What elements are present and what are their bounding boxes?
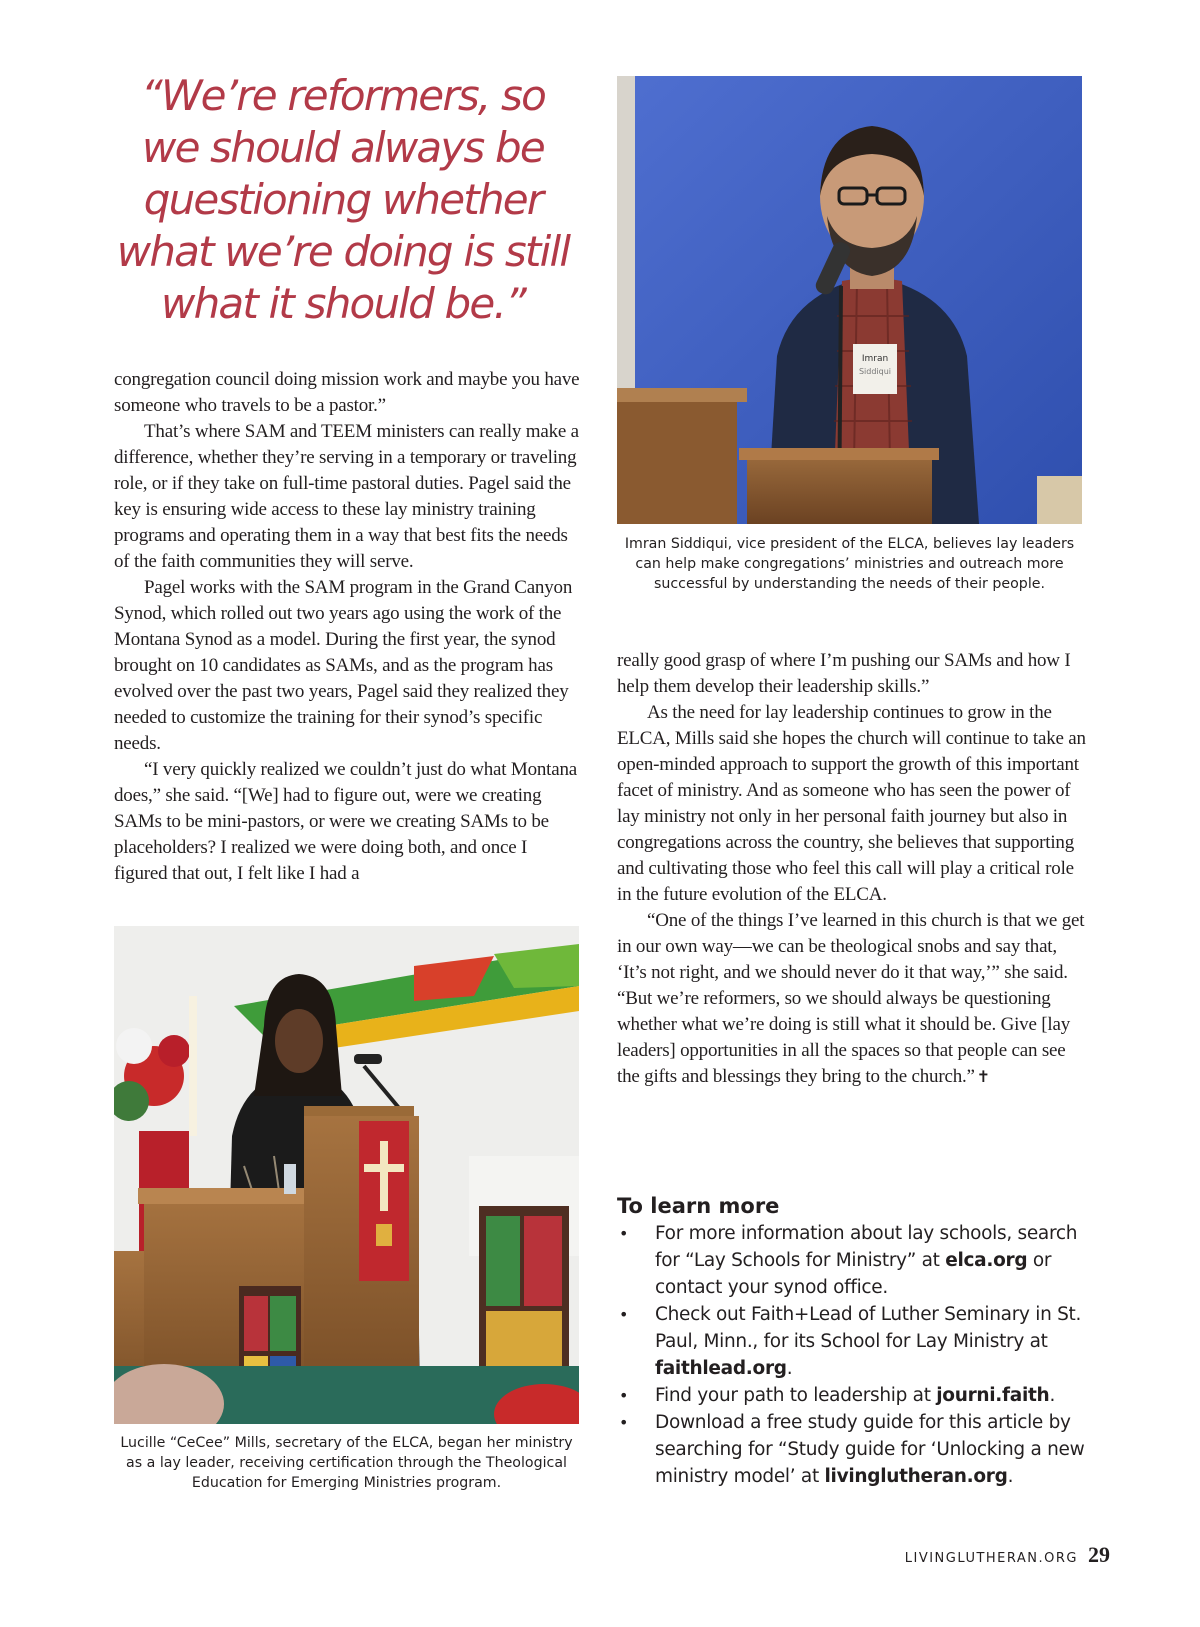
list-item-text: For more information about lay schools, search for “Lay Schools for Ministry” at	[655, 1223, 1078, 1271]
list-item-text: or contact your synod office.	[655, 1250, 1052, 1298]
photo-caption-bottom: Lucille “CeCee” Mills, secretary of the ELCA, began her ministry as a lay leader, receiving certification through the Theological Education for Emerging Ministries program.	[120, 1435, 573, 1491]
list-item	[617, 1220, 1087, 1301]
list-item-text: .	[1007, 1466, 1014, 1487]
bullet-icon: •	[619, 1386, 629, 1405]
paragraph-text: “One of the things I’ve learned in this church is that we get in our own way—we can be theological snobs and say that, ‘It’s not right, and we should never do it that way,’” she said. “But we’re reformers, so we should always be questioning whether what we’re doing is still what it should be. Give [lay leaders] opportunities in all the spaces so that people can see the gifts and blessings they bring to the church.”	[617, 910, 1085, 1087]
list-item	[617, 1301, 1087, 1382]
learn-more-section	[617, 1194, 1087, 1490]
paragraph: “I very quickly realized we couldn’t just do what Montana does,” she said. “[We] had to figure out, were we creating SAMs to be mini-pastors, or were we creating SAMs to be placeholders? I realized we were doing both, and once I figured that out, I felt like I had a	[114, 759, 578, 884]
bullet-icon: •	[619, 1413, 629, 1432]
paragraph	[617, 908, 1087, 1090]
list-item	[617, 1409, 1087, 1490]
footer-site: LIVINGLUTHERAN.ORG	[904, 1551, 1078, 1566]
name-tag-last: Siddiqui	[858, 367, 892, 376]
list-item-text: Download a free study guide for this article by searching for “Study guide for ‘Unlocking a new ministry model’ at	[655, 1412, 1085, 1487]
paragraph: As the need for lay leadership continues to grow in the ELCA, Mills said she hopes the church will continue to take an open-minded approach to support the growth of this important facet of ministry. And as someone who has seen the power of lay ministry not only in her personal faith journey but also in congregations across the country, she believes that supporting and cultivating those who feel this call will play a critical role in the future evolution of the ELCA.	[617, 702, 1086, 905]
bullet-icon: •	[619, 1305, 629, 1324]
paragraph: That’s where SAM and TEEM ministers can really make a difference, whether they’re serving in a temporary or traveling role, or if they take on full-time pastoral duties. Pagel said the key is ensuring wide access to these lay ministry training programs and operating them in a way that best fits the needs of the faith communities they will serve.	[114, 421, 579, 572]
article-column-left	[114, 367, 584, 887]
link-livinglutheran-org[interactable]: livinglutheran.org	[824, 1466, 1008, 1487]
link-faithlead-org[interactable]: faithlead.org	[655, 1358, 787, 1379]
list-item-text: .	[786, 1358, 793, 1379]
photo-caption-top: Imran Siddiqui, vice president of the ELCA, believes lay leaders can help make congregations’ ministries and outreach more successful by understanding the needs of their people.	[624, 536, 1075, 592]
paragraph: congregation council doing mission work and maybe you have someone who travels to be a pastor.”	[114, 369, 580, 416]
page-number: 29	[1088, 1542, 1110, 1567]
paragraph: really good grasp of where I’m pushing our SAMs and how I help them develop their leadership skills.”	[617, 650, 1071, 697]
photo-lucille-mills	[114, 926, 579, 1424]
name-tag-first: Imran	[861, 354, 889, 364]
paragraph: Pagel works with the SAM program in the Grand Canyon Synod, which rolled out two years ago using the work of the Montana Synod as a model. During the first year, the synod brought on 10 candidates as SAMs, and as the program has evolved over the past two years, Pagel said they realized they needed to customize the training for their synod’s specific needs.	[114, 577, 573, 754]
learn-more-heading: To learn more	[617, 1194, 780, 1218]
photo-illustration	[617, 76, 1082, 524]
end-mark-icon: ✝	[976, 1067, 991, 1086]
link-elca-org[interactable]: elca.org	[945, 1250, 1028, 1271]
list-item-text: Find your path to leadership at	[655, 1385, 937, 1406]
bullet-icon: •	[619, 1224, 629, 1243]
list-item	[617, 1382, 1087, 1409]
article-column-right	[617, 648, 1087, 1090]
page-footer	[905, 1542, 1110, 1568]
learn-more-list	[617, 1220, 1087, 1490]
list-item-text: .	[1049, 1385, 1056, 1406]
photo-imran-siddiqui	[617, 76, 1082, 524]
photo-illustration	[114, 926, 579, 1424]
list-item-text: Check out Faith+Lead of Luther Seminary in St. Paul, Minn., for its School for Lay Ministry at	[655, 1304, 1082, 1352]
link-journi-faith[interactable]: journi.faith	[936, 1385, 1050, 1406]
pull-quote: “We’re reformers, so we should always be questioning whether what we’re doing is still what it should be.”	[116, 71, 570, 328]
